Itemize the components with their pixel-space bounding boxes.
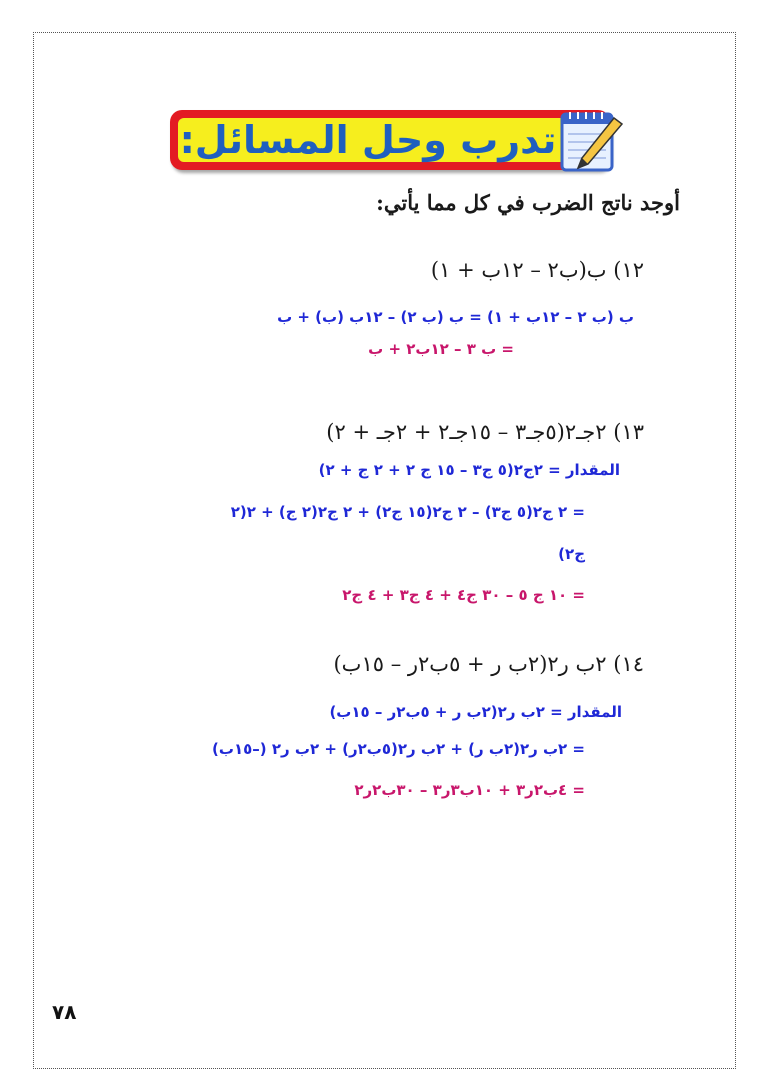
page-frame bbox=[33, 32, 736, 1069]
problem-13 bbox=[326, 420, 644, 444]
solution-step: ج٢) bbox=[558, 545, 585, 563]
solution-step: = ٢ب ر٢(٢ب ر) + ٢ب ر٢(٥ب٢ر) + ٢ب ر٢ (–١٥ب) bbox=[212, 740, 585, 758]
problem-label: ١٢) bbox=[613, 258, 644, 282]
problem-expression: ٢جـ٢(٥جـ٣ – ١٥جـ٢ + ٢جـ + ٢) bbox=[326, 420, 607, 444]
problem-12 bbox=[431, 258, 644, 282]
problem-label: ١٣) bbox=[613, 420, 644, 444]
section-banner bbox=[170, 104, 625, 176]
problem-expression: ب(ب٢ – ١٢ب + ١) bbox=[430, 258, 607, 282]
solution-step: المقدار = ٢ج٢(٥ ج٣ – ١٥ ج ٢ + ٢ ج + ٢) bbox=[318, 461, 620, 479]
problem-label: ١٤) bbox=[613, 652, 644, 676]
solution-step: ب (ب ٢ – ١٢ب + ١) = ب (ب ٢) – ١٢ب (ب) + ب bbox=[277, 308, 634, 326]
notepad-pencil-icon bbox=[550, 104, 628, 176]
solution-result: = ١٠ ج ٥ – ٣٠ ج٤ + ٤ ج٣ + ٤ ج٢ bbox=[342, 586, 585, 604]
solution-step: = ٢ ج٢(٥ ج٣) – ٢ ج٢(١٥ ج٢) + ٢ ج٢(٢ ج) + ٢(٢ bbox=[230, 503, 585, 521]
instruction-text: أوجد ناتج الضرب في كل مما يأتي: bbox=[376, 190, 680, 215]
banner-title-word2: وحل المسائل: bbox=[179, 118, 447, 162]
problem-expression: ٢ب ر٢(٢ب ر + ٥ب٢ر – ١٥ب) bbox=[333, 652, 607, 676]
problem-14 bbox=[333, 652, 644, 676]
solution-step: المقدار = ٢ب ر٢(٢ب ر + ٥ب٢ر – ١٥ب) bbox=[329, 703, 622, 721]
solution-result: = ب ٣ – ١٢ب٢ + ب bbox=[368, 340, 514, 358]
banner-title bbox=[178, 112, 558, 168]
banner-title-word1: تدرب bbox=[460, 118, 557, 162]
solution-result: = ٤ب٢ر٣ + ١٠ب٣ر٣ – ٣٠ب٢ر٢ bbox=[354, 781, 585, 799]
page-number: ٧٨ bbox=[52, 1000, 77, 1024]
